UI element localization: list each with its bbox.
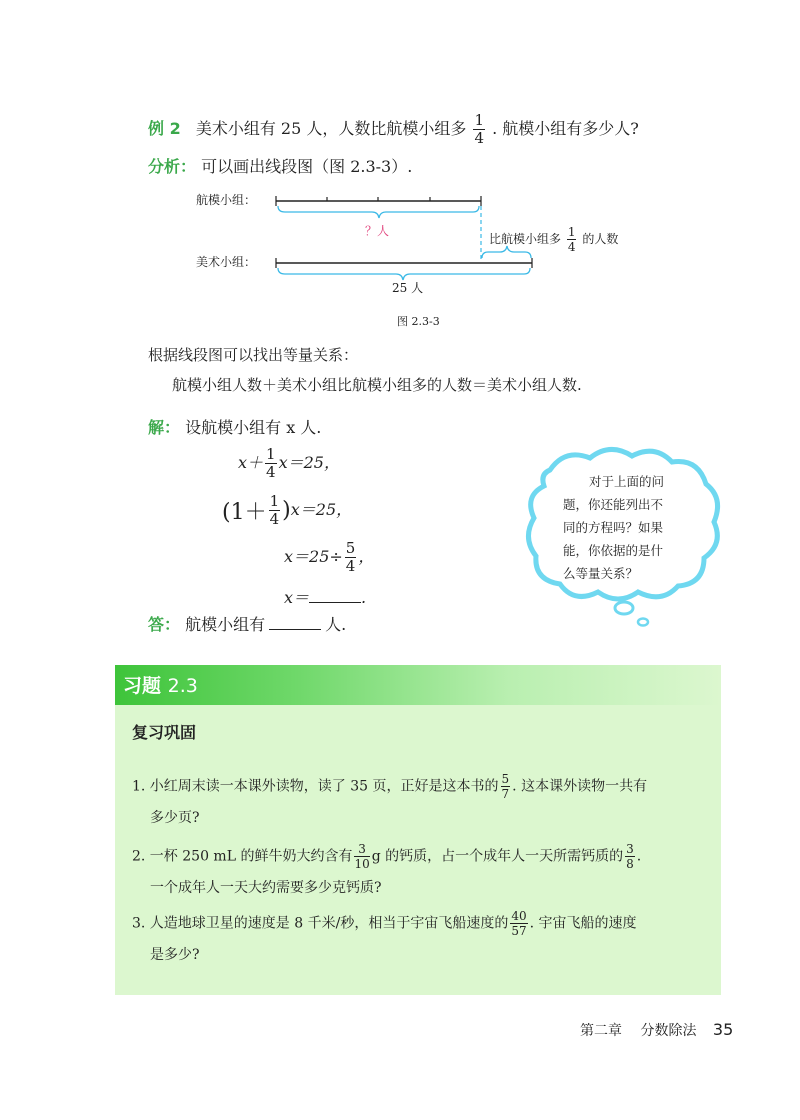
problem-2-d: 一个成年人一天大约需要多少克钙质? [150, 880, 382, 896]
equation-1-b: x＝25， [278, 453, 340, 472]
problem-2-fraction-2-num: 3 [626, 842, 634, 856]
footer-chapter: 第二章 [580, 1023, 622, 1039]
cloud-line-3: 同的方程吗？如果 [563, 520, 664, 535]
problem-1-a: 1. 小红周末读一本课外读物，读了 35 页，正好是这本书的 [132, 778, 499, 795]
problem-3-c: 是多少? [150, 947, 200, 963]
problem-1-fraction-num: 5 [501, 772, 510, 786]
equation-2-b: x＝25， [290, 500, 353, 519]
example-fraction-den: 4 [474, 129, 484, 147]
exercise-title-text: 习题 [123, 675, 162, 697]
problem-2-fraction-2-den: 8 [626, 857, 634, 871]
footer-title: 分数除法 [640, 1023, 697, 1039]
equation-4-b: . [361, 588, 367, 607]
equation-3-fraction [345, 541, 357, 574]
problem-2-b: g 的钙质，占一个成年人一天所需钙质的 [371, 848, 624, 865]
diagram-side-text-b: 的人数 [582, 232, 619, 246]
page-number: 35 [712, 1020, 734, 1039]
diagram-row2-label: 美术小组： [196, 255, 257, 269]
equation-4 [284, 585, 366, 608]
equation-2-fraction-den: 4 [269, 510, 280, 528]
brace-extra [482, 246, 531, 258]
relation-equation: 航模小组人数＋美术小组比航模小组多的人数＝美术小组人数. [172, 376, 582, 394]
analysis-text: 可以画出线段图（图 2.3-3）. [201, 157, 413, 176]
problem-2-fraction-1-num: 3 [354, 843, 369, 857]
equation-2 [222, 494, 352, 527]
answer-text-b: 人. [325, 615, 347, 634]
solution-setup: 设航模小组有 x 人. [185, 418, 322, 437]
answer-label: 答： [148, 615, 181, 634]
answer-line [148, 612, 346, 635]
equation-1-fraction-num: 1 [266, 445, 276, 463]
solution-label: 解： [148, 418, 181, 437]
cloud-line-2: 题，你还能列出不 [563, 497, 664, 512]
line-segment-diagram [0, 0, 800, 330]
equation-2-open: (1＋ [222, 500, 267, 525]
cloud-line-4: 能，你依据的是什 [563, 543, 664, 558]
equation-1 [238, 447, 340, 480]
problem-1 [132, 773, 647, 800]
exercise-number: 2.3 [167, 675, 198, 697]
section-title: 复习巩固 [132, 723, 197, 742]
figure-caption: 图 2.3-3 [397, 315, 440, 328]
problem-2-c: . [636, 848, 642, 865]
brace-aviation [278, 206, 479, 218]
answer-blank[interactable] [269, 613, 321, 630]
cloud-line-1: 对于上面的问 [589, 474, 665, 489]
equation-2-close: ) [282, 498, 291, 523]
diagram-question: ？人 [365, 224, 390, 238]
example-label: 例 2 [148, 119, 181, 138]
equation-2-fraction [269, 494, 281, 527]
equation-1-fraction-den: 4 [266, 463, 276, 481]
problem-2-fraction-1 [354, 843, 369, 870]
equation-3-b: ， [358, 547, 375, 566]
problem-1-b: . 这本课外读物一共有 [512, 778, 648, 795]
equation-3-fraction-num: 5 [345, 539, 356, 557]
example-fraction-num: 1 [474, 111, 484, 129]
equation-3-fraction-den: 4 [345, 557, 356, 575]
problem-3-fraction-num: 40 [511, 909, 527, 923]
equation-4-blank[interactable] [309, 586, 361, 603]
exercise-box [115, 665, 721, 995]
equation-3 [284, 541, 374, 574]
problem-2 [132, 843, 641, 870]
problem-2-fraction-2 [625, 843, 635, 870]
problem-1-fraction-den: 7 [501, 787, 510, 801]
problem-3-a: 3. 人造地球卫星的速度是 8 千米/秒，相当于宇宙飞船速度的 [132, 915, 509, 932]
cloud-text [563, 470, 664, 585]
example-text-a: 美术小组有 25 人，人数比航模小组多 [195, 119, 467, 138]
diagram-total: 25 人 [392, 281, 424, 295]
cloud-bubble [638, 619, 648, 626]
diagram-side-fraction-num: 1 [567, 225, 576, 239]
solution-setup-line [148, 415, 321, 438]
example-text-b: . 航模小组有多少人? [492, 119, 639, 138]
cloud-line-5: 么等量关系？ [563, 566, 639, 581]
answer-text-a: 航模小组有 [185, 615, 266, 634]
problem-1-fraction [501, 773, 511, 800]
diagram-row1-label: 航模小组： [196, 193, 257, 207]
problem-2-a: 2. 一杯 250 mL 的鲜牛奶大约含有 [132, 848, 353, 865]
equation-1-fraction [265, 447, 277, 480]
exercise-title [123, 671, 198, 698]
cloud-bubble [615, 602, 633, 614]
problem-3 [132, 910, 637, 937]
problem-2-fraction-1-den: 10 [354, 857, 370, 871]
diagram-side-text-a: 比航模小组多 [489, 232, 562, 246]
equation-4-a: x＝ [284, 588, 310, 607]
equation-2-fraction-num: 1 [269, 492, 280, 510]
equation-3-a: x＝25÷ [284, 547, 343, 566]
problem-3-b: . 宇宙飞船的速度 [529, 915, 637, 932]
equation-1-a: x＋ [238, 453, 264, 472]
problem-1-c: 多少页? [150, 810, 200, 826]
relation-intro: 根据线段图可以找出等量关系： [148, 346, 359, 364]
brace-art [278, 268, 530, 280]
page-footer [580, 1020, 733, 1040]
analysis-label: 分析： [148, 157, 197, 176]
exercise-header [115, 665, 721, 705]
problem-3-fraction-den: 57 [511, 924, 527, 938]
problem-3-fraction [510, 910, 527, 937]
diagram-side-fraction-den: 4 [567, 240, 576, 254]
